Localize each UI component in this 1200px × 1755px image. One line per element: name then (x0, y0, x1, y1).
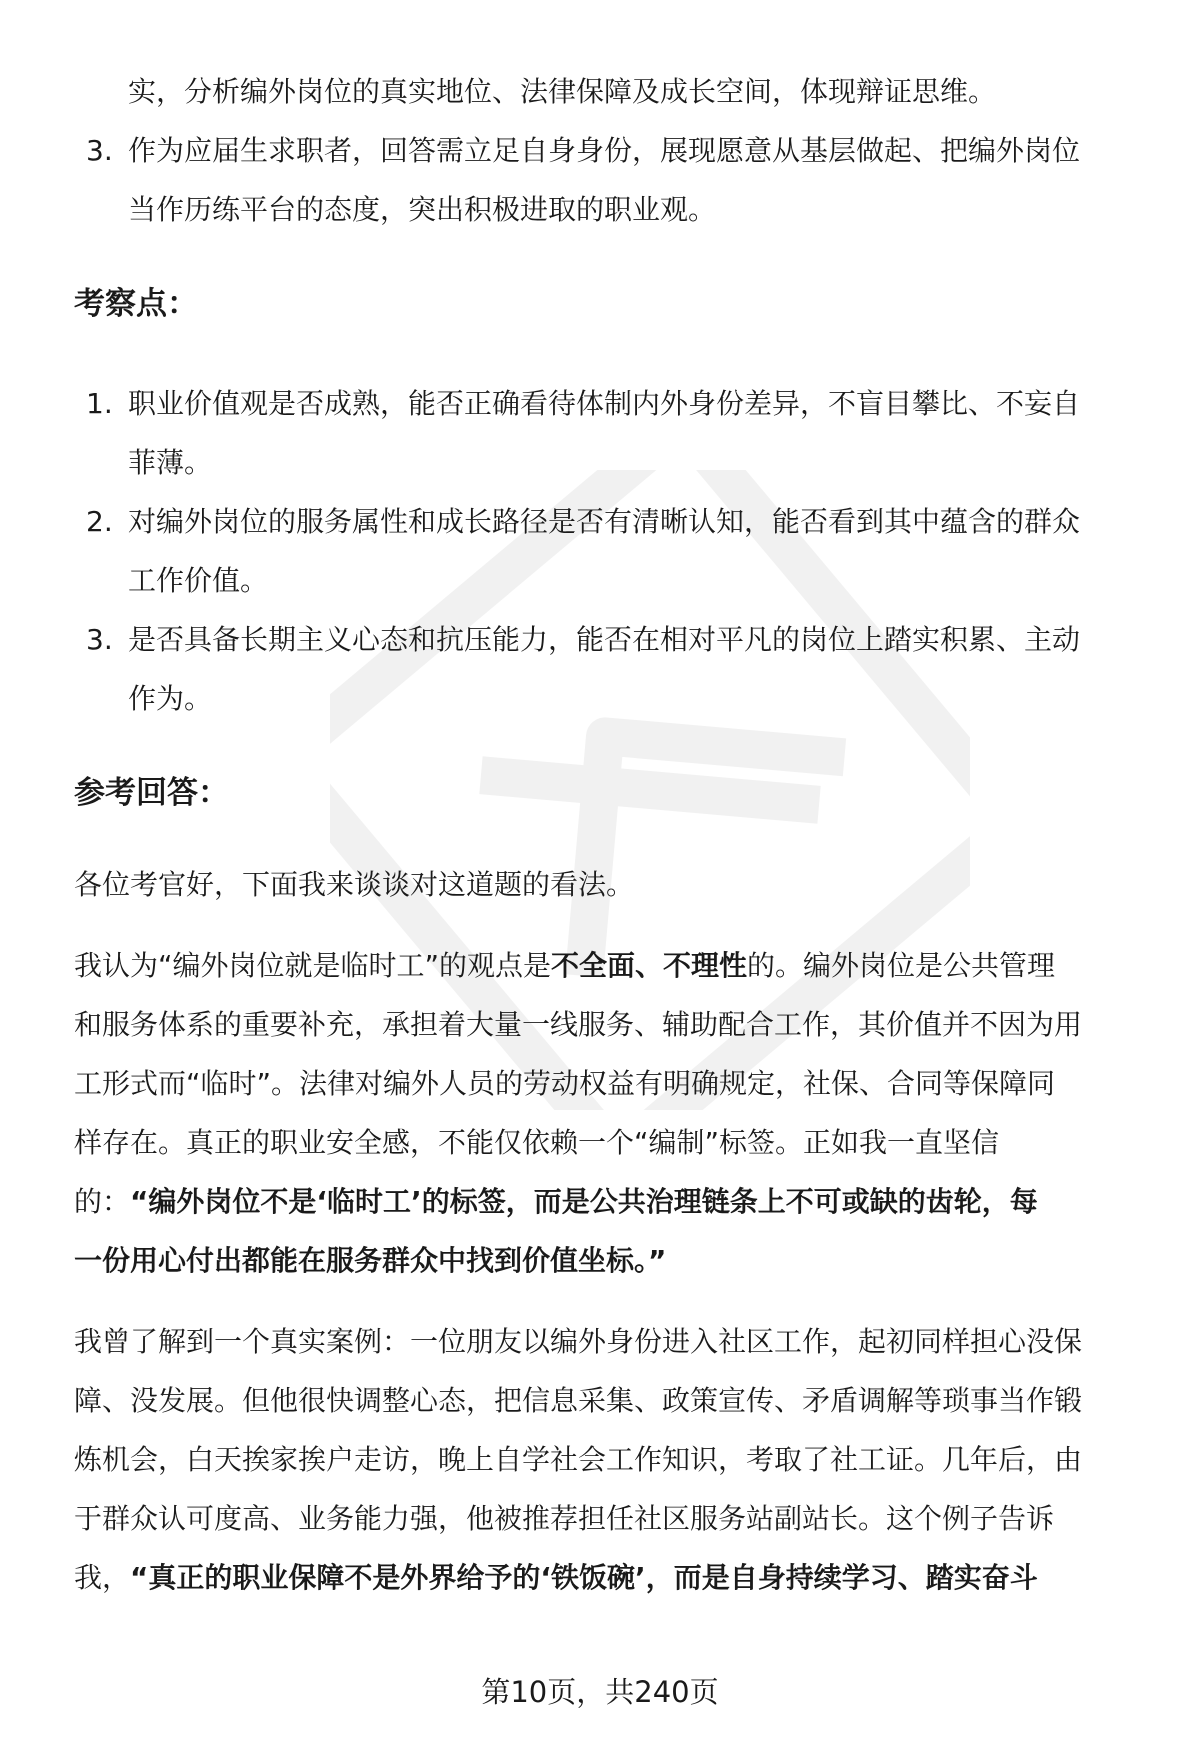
points-list (74, 374, 1144, 728)
list-item (74, 121, 1144, 239)
list-item-text-line: 作为应届生求职者，回答需立足自身身份，展现愿意从基层做起、把编外岗位 (128, 134, 1081, 167)
answer-paragraph-case (74, 1312, 1144, 1607)
paragraph-line (74, 1172, 1144, 1231)
top-list (74, 121, 1144, 239)
paragraph-line (74, 1548, 1144, 1607)
list-item-continuation: 实，分析编外岗位的真实地位、法律保障及成长空间，体现辩证思维。 (128, 75, 997, 108)
section-heading-points: 考察点： (74, 286, 198, 322)
list-item-text-line: 职业价值观是否成熟，能否正确看待体制内外身份差异，不盲目攀比、不妄自 (128, 387, 1081, 420)
list-item-text-line: 作为。 (128, 682, 213, 715)
paragraph-line: 工形式而“临时”。法律对编外人员的劳动权益有明确规定，社保、合同等保障同 (74, 1067, 1056, 1100)
list-item (74, 374, 1144, 492)
text-run: 的： (74, 1185, 131, 1218)
paragraph-line (74, 1231, 1144, 1290)
list-item-number: 1. (86, 387, 113, 420)
list-item-number: 2. (86, 505, 113, 538)
section-heading-answer: 参考回答： (74, 775, 229, 811)
list-item-text-line: 工作价值。 (128, 564, 269, 597)
paragraph-line: 我曾了解到一个真实案例：一位朋友以编外身份进入社区工作，起初同样担心没保 (74, 1325, 1083, 1358)
paragraph-line: 障、没发展。但他很快调整心态，把信息采集、政策宣传、矛盾调解等琐事当作锻 (74, 1384, 1083, 1417)
answer-paragraph-opinion (74, 936, 1144, 1290)
paragraph-line: 炼机会，白天挨家挨户走访，晚上自学社会工作知识，考取了社工证。几年后，由 (74, 1443, 1083, 1476)
text-run: 我， (74, 1561, 131, 1594)
list-item (74, 492, 1144, 610)
list-item-number: 3. (86, 623, 113, 656)
answer-paragraph-greeting: 各位考官好，下面我来谈谈对这道题的看法。 (74, 868, 635, 901)
paragraph-line: 于群众认可度高、业务能力强，他被推荐担任社区服务站副站长。这个例子告诉 (74, 1502, 1055, 1535)
paragraph-line (74, 936, 1144, 995)
list-item-text-line: 对编外岗位的服务属性和成长路径是否有清晰认知，能否看到其中蕴含的群众 (128, 505, 1081, 538)
bold-quote-run: “编外岗位不是‘临时工’的标签，而是公共治理链条上不可或缺的齿轮，每 (130, 1185, 1038, 1218)
page-footer: 第10页，共240页 (481, 1675, 719, 1709)
text-run: 我认为“编外岗位就是临时工”的观点是 (74, 949, 552, 982)
bold-quote-run: “真正的职业保障不是外界给予的‘铁饭碗’，而是自身持续学习、踏实奋斗 (130, 1561, 1038, 1594)
bold-quote-run: 一份用心付出都能在服务群众中找到价值坐标。” (74, 1244, 667, 1277)
document-content (74, 62, 1144, 1607)
paragraph-line: 样存在。真正的职业安全感，不能仅依赖一个“编制”标签。正如我一直坚信 (74, 1126, 1000, 1159)
list-item-text-line: 菲薄。 (128, 446, 213, 479)
list-item (74, 610, 1144, 728)
paragraph-line: 和服务体系的重要补充，承担着大量一线服务、辅助配合工作，其价值并不因为用 (74, 1008, 1083, 1041)
list-item-text-line: 是否具备长期主义心态和抗压能力，能否在相对平凡的岗位上踏实积累、主动 (128, 623, 1081, 656)
list-item-number: 3. (86, 134, 113, 167)
list-item-text-line: 当作历练平台的态度，突出积极进取的职业观。 (128, 193, 717, 226)
bold-text-run: 不全面、不理性 (551, 949, 748, 982)
text-run: 的。编外岗位是公共管理 (747, 949, 1056, 982)
